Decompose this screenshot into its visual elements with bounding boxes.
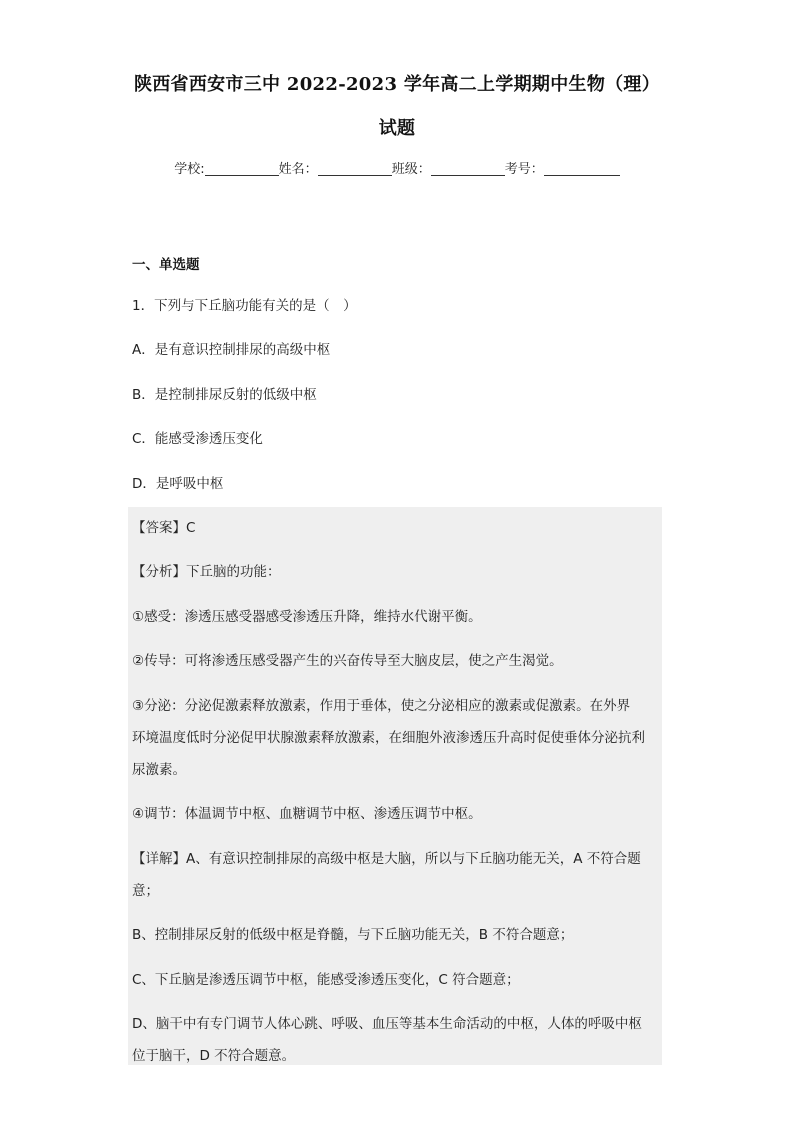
- name-blank[interactable]: [318, 161, 392, 176]
- name-label: 姓名：: [278, 162, 318, 177]
- option-d: D．是呼吸中枢: [132, 476, 224, 492]
- document-title: 陕西省西安市三中 2022-2023 学年高二上学期期中生物（理）: [133, 74, 661, 95]
- detail-c: C、下丘脑是渗透压调节中枢，能感受渗透压变化，C 符合题意；: [132, 972, 520, 988]
- question-stem: 1．下列与下丘脑功能有关的是（ ）: [132, 298, 357, 314]
- analysis-point-4: ④调节：体温调节中枢、血糖调节中枢、渗透压调节中枢。: [132, 806, 482, 822]
- detail-d-cont: 位于脑干，D 不符合题意。: [132, 1048, 296, 1064]
- analysis-point-1: ①感受：渗透压感受器感受渗透压升降，维持水代谢平衡。: [132, 609, 482, 625]
- analysis-point-3: ③分泌：分泌促激素释放激素，作用于垂体，使之分泌相应的激素或促激素。在外界: [132, 698, 631, 714]
- student-info-row: [0, 158, 794, 177]
- class-field: [392, 158, 505, 177]
- school-label: 学校:: [174, 162, 205, 177]
- detail-a: 【详解】A、有意识控制排尿的高级中枢是大脑，所以与下丘脑功能无关，A 不符合题: [132, 851, 641, 867]
- analysis-point-3-end: 尿激素。: [132, 762, 186, 778]
- document-title-continued: 试题: [378, 118, 416, 139]
- analysis-point-2: ②传导：可将渗透压感受器产生的兴奋传导至大脑皮层，使之产生渴觉。: [132, 653, 563, 669]
- answer-line: 【答案】C: [132, 520, 196, 536]
- school-blank[interactable]: [205, 161, 279, 176]
- name-field: [279, 158, 392, 177]
- solution-box: [128, 507, 662, 1065]
- detail-a-cont: 意；: [132, 883, 159, 899]
- analysis-point-3-cont: 环境温度低时分泌促甲状腺激素释放激素，在细胞外液渗透压升高时促使垂体分泌抗利: [132, 730, 645, 746]
- detail-d: D、脑干中有专门调节人体心跳、呼吸、血压等基本生命活动的中枢，人体的呼吸中枢: [132, 1016, 642, 1032]
- exam-number-field: [505, 158, 620, 177]
- exam-number-blank[interactable]: [544, 161, 620, 176]
- option-a: A．是有意识控制排尿的高级中枢: [132, 342, 331, 358]
- option-b: B．是控制排尿反射的低级中枢: [132, 387, 317, 403]
- class-blank[interactable]: [431, 161, 505, 176]
- class-label: 班级：: [391, 162, 431, 177]
- section-heading: 一、单选题: [132, 257, 200, 273]
- exam-number-label: 考号：: [504, 162, 544, 177]
- school-field: [174, 158, 278, 177]
- detail-b: B、控制排尿反射的低级中枢是脊髓，与下丘脑功能无关，B 不符合题意；: [132, 927, 574, 943]
- analysis-heading: 【分析】下丘脑的功能：: [132, 564, 281, 580]
- option-c: C．能感受渗透压变化: [132, 431, 263, 447]
